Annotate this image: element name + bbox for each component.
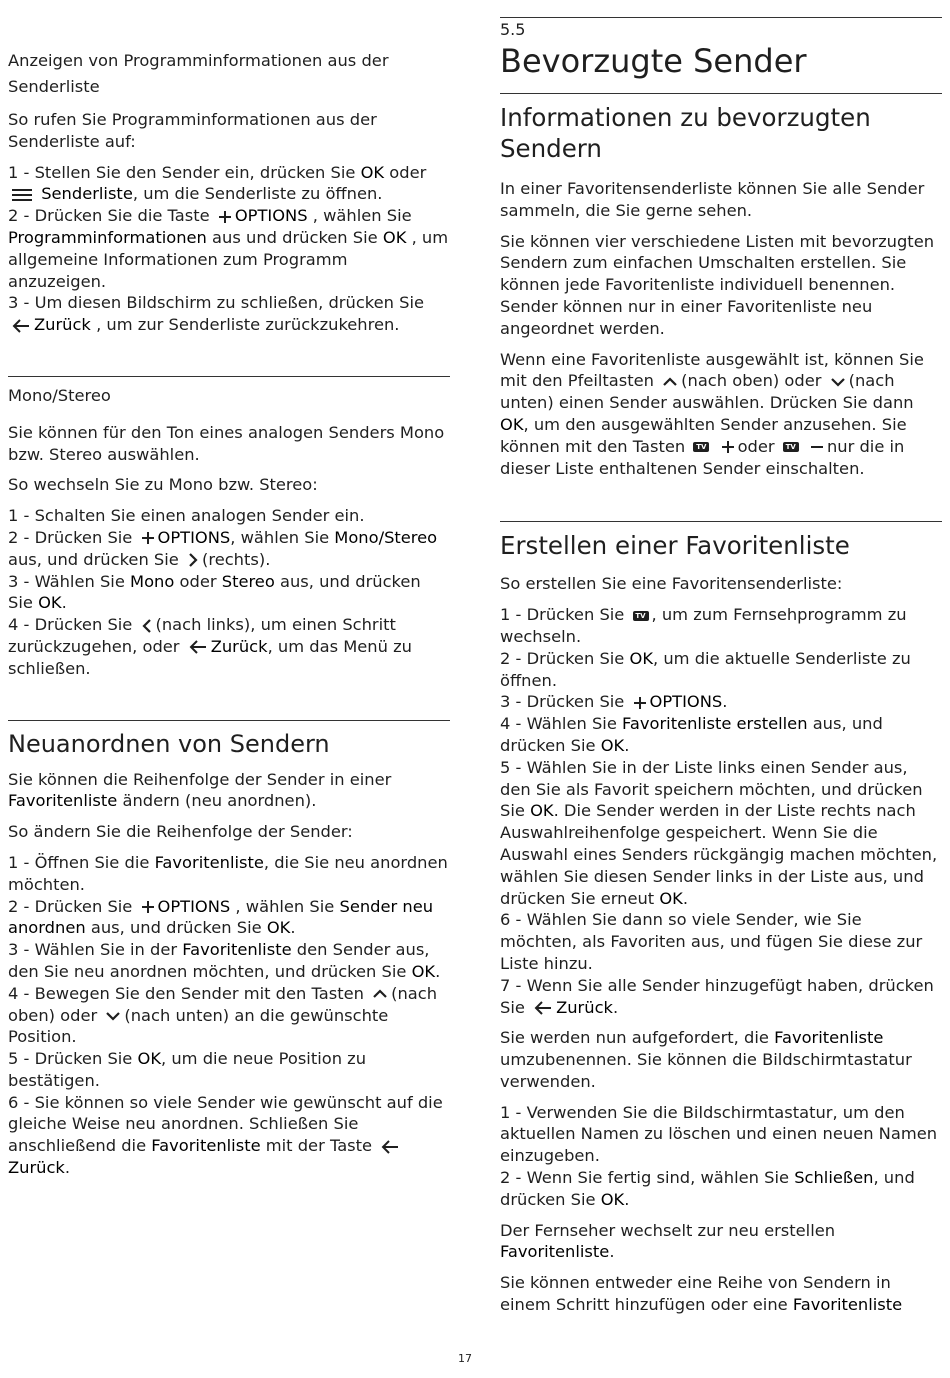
- section-divider: [500, 17, 942, 18]
- page-number: 17: [458, 1352, 472, 1365]
- step: 4 - Wählen Sie Favoritenliste erstellen aus, und drücken Sie OK.: [500, 714, 883, 755]
- section-heading-program-info: Anzeigen von Programminformationen aus der Senderliste: [8, 51, 389, 96]
- back-arrow-icon: [189, 640, 207, 654]
- left-column: [8, 0, 450, 1179]
- step: 4 - Drücken Sie (nach links), um einen Schritt zurückzugehen, oder Zurück, um das Menü zu schließen.: [8, 615, 412, 678]
- back-arrow-icon: [12, 319, 30, 333]
- paragraph: Sie werden nun aufgefordert, die Favoritenliste umzubenennen. Sie können die Bildschirmtastatur verwenden.: [500, 1028, 912, 1091]
- chevron-up-icon: [663, 377, 677, 387]
- step: 3 - Um diesen Bildschirm zu schließen, drücken Sie Zurück , um zur Senderliste zurückzukehren.: [8, 293, 425, 335]
- step: 6 - Sie können so viele Sender wie gewünscht auf die gleiche Weise neu anordnen. Schließen Sie anschließend die Favoritenliste mit der Taste Zurück.: [8, 1092, 443, 1178]
- step: 2 - Drücken Sie die Taste OPTIONS , wählen Sie Programminformationen aus und drücken Sie OK , um allgemeine Informationen zum Programm anzuzeigen.: [8, 206, 449, 291]
- back-arrow-icon: [381, 1140, 399, 1154]
- right-column: [500, 0, 942, 1316]
- step: 1 - Stellen Sie den Sender ein, drücken Sie OK oder Senderliste, um die Senderliste zu öffnen.: [8, 162, 427, 204]
- section-number: 5.5: [500, 20, 526, 39]
- paragraph: In einer Favoritensenderliste können Sie alle Sender sammeln, die Sie gerne sehen.: [500, 179, 925, 220]
- step: 2 - Wenn Sie fertig sind, wählen Sie Schließen, und drücken Sie OK.: [500, 1168, 915, 1209]
- step: 2 - Drücken Sie OK, um die aktuelle Senderliste zu öffnen.: [500, 648, 911, 690]
- step: 3 - Wählen Sie Mono oder Stereo aus, und drücken Sie OK.: [8, 571, 421, 613]
- plus-icon: [634, 697, 646, 709]
- paragraph: So wechseln Sie zu Mono bzw. Stereo:: [8, 475, 318, 495]
- step: 5 - Wählen Sie in der Liste links einen Sender aus, den Sie als Favorit speichern möchten, und drücken Sie OK. Die Sender werden in der Liste rechts nach Auswahlreihenfolge gespeichert. Wenn Sie die Auswahl eines Senders rückgängig machen möchten, wählen Sie diesen Sender links in der Liste aus, und drücken Sie erneut OK.: [500, 757, 938, 908]
- paragraph: Sie können für den Ton eines analogen Senders Mono bzw. Stereo auswählen.: [8, 422, 445, 464]
- plus-icon: [219, 211, 231, 223]
- chevron-down-icon: [106, 1011, 120, 1021]
- paragraph: Sie können vier verschiedene Listen mit bevorzugten Sendern zum einfachen Umschalten erstellen. Sie können jede Favoritenliste individuell benennen. Sender können nur in einer Favoritenliste neu angeordnet werden.: [500, 231, 935, 338]
- step: 1 - Verwenden Sie die Bildschirmtastatur, um den aktuellen Namen zu löschen und einen neuen Namen einzugeben.: [500, 1102, 938, 1166]
- step: 1 - Drücken Sie TV , um zum Fernsehprogramm zu wechseln.: [500, 605, 907, 646]
- section-heading-favorites-info: Informationen zu bevorzugten Sendern: [500, 103, 871, 163]
- chapter-title: Bevorzugte Sender: [500, 42, 807, 80]
- step: 4 - Bewegen Sie den Sender mit den Tasten (nach oben) oder (nach unten) an die gewünschte Position.: [8, 983, 438, 1047]
- paragraph: So erstellen Sie eine Favoritensenderliste:: [500, 574, 843, 594]
- chevron-right-icon: [188, 553, 198, 567]
- minus-icon: [811, 441, 823, 453]
- chevron-down-icon: [831, 377, 845, 387]
- paragraph: So rufen Sie Programminformationen aus der Senderliste auf:: [8, 110, 377, 151]
- step: 1 - Schalten Sie einen analogen Sender ein.: [8, 506, 365, 526]
- section-heading-create-favorites: Erstellen einer Favoritenliste: [500, 531, 850, 561]
- step: 6 - Wählen Sie dann so viele Sender, wie Sie möchten, als Favoriten aus, und fügen Sie diese zur Liste hinzu.: [500, 910, 923, 973]
- tv-key-icon: TV: [633, 611, 649, 621]
- chevron-up-icon: [373, 989, 387, 999]
- paragraph: Sie können entweder eine Reihe von Sendern in einem Schritt hinzufügen oder eine Favoritenliste: [500, 1273, 903, 1315]
- paragraph: Sie können die Reihenfolge der Sender in einer Favoritenliste ändern (neu anordnen).: [8, 769, 392, 811]
- paragraph: Wenn eine Favoritenliste ausgewählt ist, können Sie mit den Pfeiltasten (nach oben) oder (nach unten) einen Sender auswählen. Drücken Sie dann OK, um den ausgewählten Sender anzusehen. Sie können mit den Tasten TV oder TV nur die in dieser Liste enthaltenen Sender einschalten.: [500, 349, 924, 478]
- step: 5 - Drücken Sie OK, um die neue Position zu bestätigen.: [8, 1049, 367, 1090]
- back-arrow-icon: [534, 1001, 552, 1015]
- step: 7 - Wenn Sie alle Sender hinzugefügt haben, drücken Sie Zurück.: [500, 975, 934, 1017]
- section-heading-mono-stereo: Mono/Stereo: [8, 385, 111, 405]
- step: 2 - Drücken Sie OPTIONS , wählen Sie Sender neu anordnen aus, und drücken Sie OK.: [8, 896, 434, 938]
- step: 2 - Drücken Sie OPTIONS, wählen Sie Mono/Stereo aus, und drücken Sie (rechts).: [8, 527, 438, 569]
- paragraph: Der Fernseher wechselt zur neu erstellen Favoritenliste.: [500, 1220, 836, 1262]
- step: 1 - Öffnen Sie die Favoritenliste, die Sie neu anordnen möchten.: [8, 852, 448, 894]
- list-icon: [12, 188, 32, 202]
- step: 3 - Drücken Sie OPTIONS.: [500, 692, 728, 712]
- plus-icon: [722, 441, 734, 453]
- paragraph: So ändern Sie die Reihenfolge der Sender:: [8, 822, 353, 842]
- plus-icon: [142, 532, 154, 544]
- tv-key-icon: TV: [783, 442, 799, 452]
- section-heading-reorder: Neuanordnen von Sendern: [8, 729, 330, 758]
- plus-icon: [142, 901, 154, 913]
- step: 3 - Wählen Sie in der Favoritenliste den Sender aus, den Sie neu anordnen möchten, und drücken Sie OK.: [8, 940, 441, 981]
- tv-key-icon: TV: [693, 442, 709, 452]
- chevron-left-icon: [142, 619, 152, 633]
